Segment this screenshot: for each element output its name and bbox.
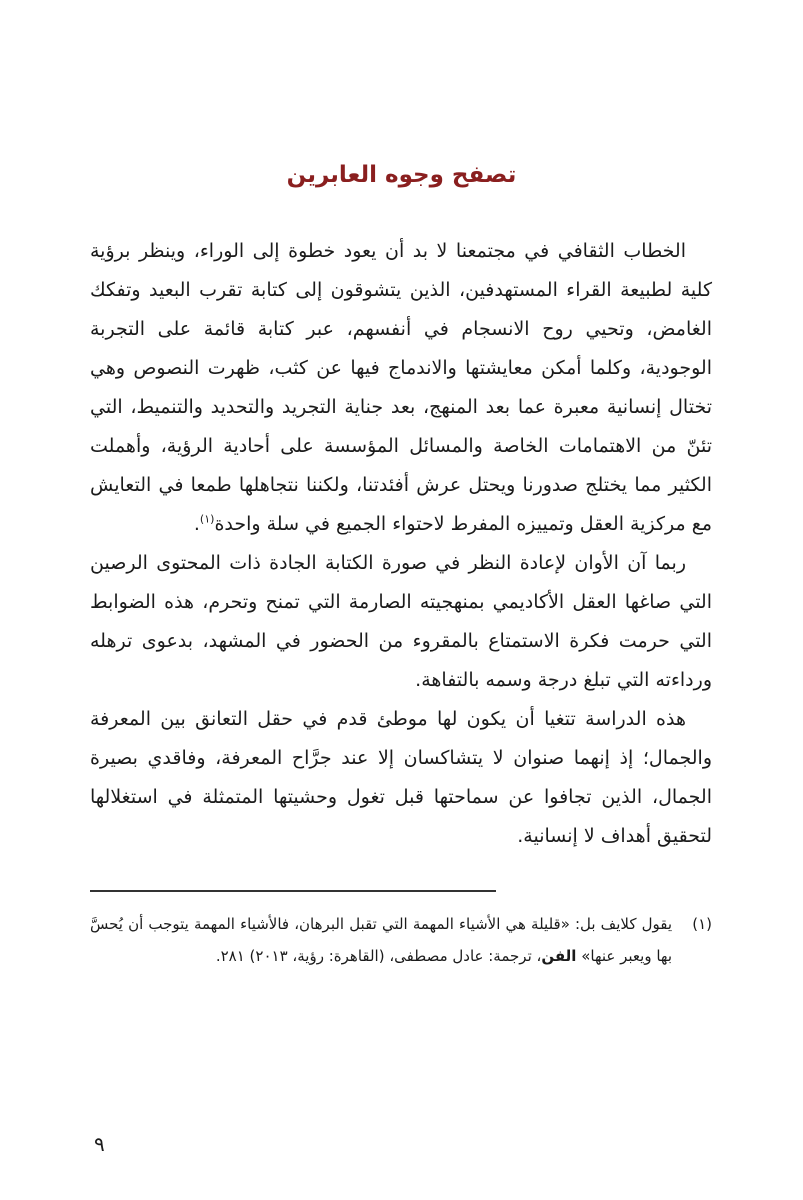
paragraph-3: هذه الدراسة تتغيا أن يكون لها موطئ قدم في حقل التعانق بين المعرفة والجمال؛ إذ إنهما صنوان لا يتشاكسان إلا عند جرَّاح المعرفة، وفاقدي بصيرة الجمال، الذين تجافوا عن سماحتها قبل تغول وحشيتها المتمثلة في استغلالها لتحقيق أهداف لا إنسانية.	[90, 708, 712, 847]
footnote-divider	[90, 890, 496, 892]
footnote-marker: (١)	[692, 915, 712, 933]
paragraph-1	[90, 232, 712, 544]
footnote-text	[90, 908, 672, 972]
chapter-title: تصفح وجوه العابرين	[286, 162, 517, 188]
paragraph-1-tail: .	[193, 513, 200, 535]
footnote-ref-marker: (١)	[199, 512, 215, 526]
footnote-area	[90, 890, 712, 972]
footnote-book-title: الفن	[541, 947, 577, 965]
paragraph-1-text: الخطاب الثقافي في مجتمعنا لا بد أن يعود خطوة إلى الوراء، وينظر برؤية كلية لطبيعة القراء المستهدفين، الذين يتشوقون إلى كتابة تقرب البعيد وتفكك الغامض، وتحيي روح الانسجام في أنفسهم، عبر كتابة قائمة على التجربة الوجودية، وكلما أمكن معايشتها والاندماج فيها عن كثب، ظهرت النصوص وهي تختال إنسانية معبرة عما بعد المنهج، بعد جناية التجريد والتحديد والتنميط، التي تئنّ من الاهتمامات الخاصة والمسائل المؤسسة على أحادية الرؤية، وأهملت الكثير مما يختلج صدورنا ويحتل عرش أفئدتنا، ولكننا نتجاهلها طمعا في التعايش مع مركزية العقل وتمييزه المفرط لاحتواء الجميع في سلة واحدة	[90, 240, 712, 535]
paragraph-2: ربما آن الأوان لإعادة النظر في صورة الكتابة الجادة ذات المحتوى الرصين التي صاغها العقل الأكاديمي بمنهجيته الصارمة التي تمنح وتحرم، هذه الضوابط التي حرمت فكرة الاستمتاع بالمقروء من الحضور في المشهد، بدعوى ترهله ورداءته التي تبلغ درجة وسمه بالتفاهة.	[90, 552, 712, 691]
page-number: ٩	[94, 1132, 105, 1156]
footnote-citation: ، ترجمة: عادل مصطفى، (القاهرة: رؤية، ٢٠١٣) ٢٨١.	[215, 947, 542, 965]
footnote-quote: يقول كلايف بل: «قليلة هي الأشياء المهمة التي تقبل البرهان، فالأشياء المهمة يتوجب أن يُحسَّ بها ويعبر عنها»	[90, 915, 672, 965]
page-body	[90, 232, 712, 856]
footnote	[90, 908, 712, 972]
